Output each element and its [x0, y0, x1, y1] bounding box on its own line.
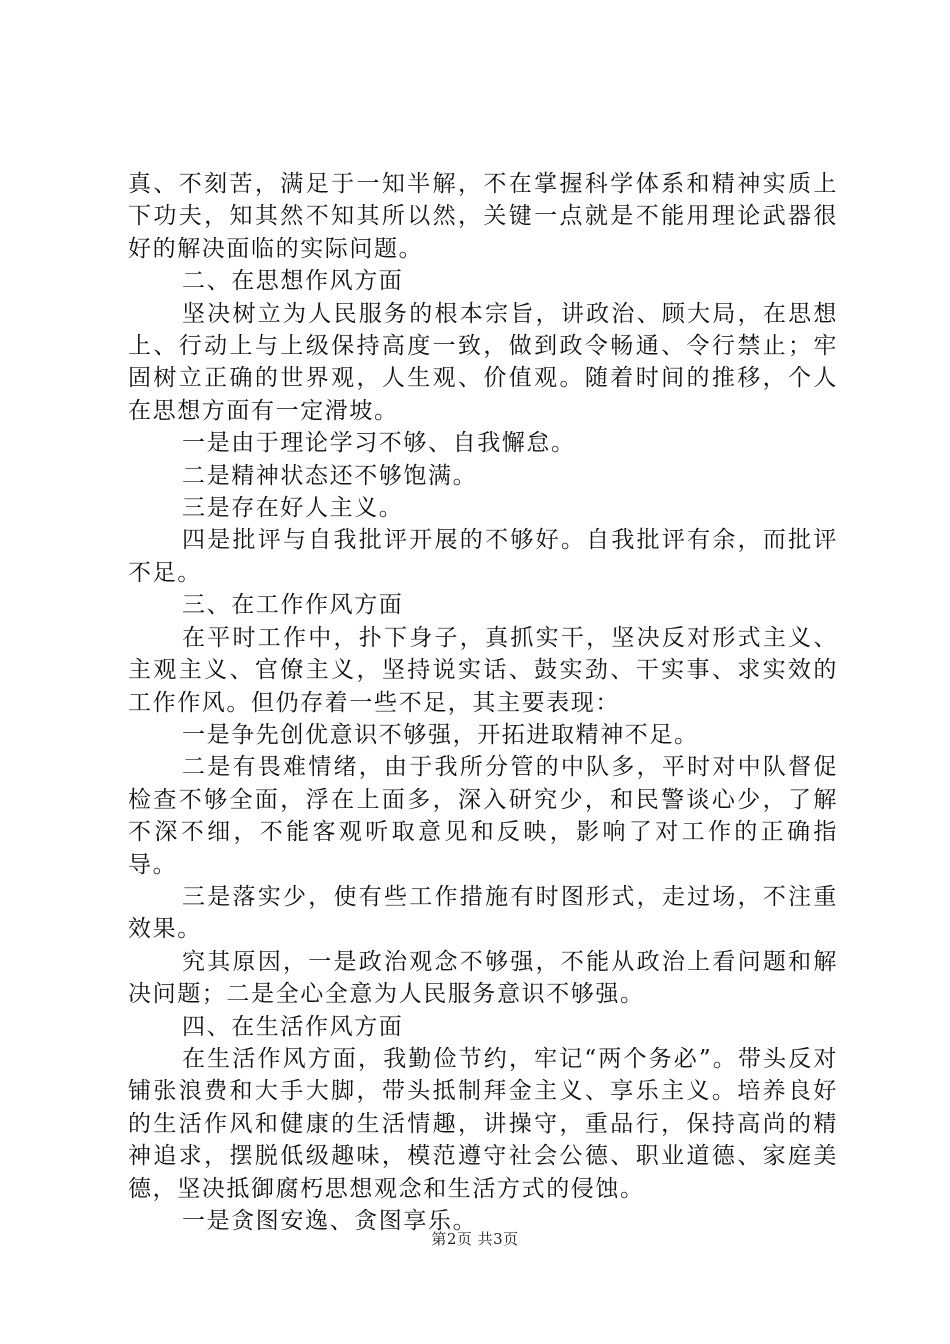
- list-item: 二是精神状态还不够饱满。: [182, 462, 478, 489]
- section-heading: 四、在生活作风方面: [182, 1013, 404, 1040]
- section-heading: 二、在思想作风方面: [182, 268, 404, 295]
- paragraph: 真、不刻苦，满足于一知半解，不在掌握科学体系和精神实质上下功夫，知其然不知其所以然，关键一点就是不能用理论武器很好的解决面临的实际问题。: [128, 171, 838, 262]
- paragraph: 在平时工作中，扑下身子，真抓实干，坚决反对形式主义、主观主义、官僚主义，坚持说实话、鼓实劲、干实事、求实效的工作作风。但仍存着一些不足，其主要表现：: [128, 624, 838, 716]
- list-item: 一是贪图安逸、贪图享乐。: [182, 1208, 478, 1234]
- paragraph: 坚决树立为人民服务的根本宗旨，讲政治、顾大局，在思想上、行动上与上级保持高度一致，做到政令畅通、令行禁止；牢固树立正确的世界观，人生观、价值观。随着时间的推移，个人在思想方面有一定滑坡。: [128, 300, 838, 424]
- list-item: 三是落实少，使有些工作措施有时图形式，走过场，不注重效果。: [128, 883, 838, 943]
- document-body: [128, 168, 838, 1237]
- list-item: 四是批评与自我批评开展的不够好。自我批评有余，而批评不足。: [128, 527, 838, 586]
- paragraph: 在生活作风方面，我勤俭节约，牢记“两个务必”。带头反对铺张浪费和大手大脚，带头抵制拜金主义、享乐主义。培养良好的生活作风和健康的生活情趣，讲操守，重品行，保持高尚的精神追求，摆脱低级趣味，模范遵守社会公德、职业道德、家庭美德，坚决抵御腐朽思想观念和生活方式的侵蚀。: [128, 1045, 838, 1202]
- list-item: 二是有畏难情绪，由于我所分管的中队多，平时对中队督促检查不够全面，浮在上面多，深入研究少，和民警谈心少，了解不深不细，不能客观听取意见和反映，影响了对工作的正确指导。: [128, 754, 838, 878]
- section-heading: 三、在工作作风方面: [182, 592, 404, 619]
- page-number-footer: 第2页 共3页: [431, 1230, 519, 1248]
- list-item: 三是存在好人主义。: [182, 495, 404, 522]
- list-item: 一是由于理论学习不够、自我懈怠。: [182, 430, 576, 457]
- paragraph: 究其原因，一是政治观念不够强，不能从政治上看问题和解决问题；二是全心全意为人民服务意识不够强。: [128, 948, 838, 1008]
- list-item: 一是争先创优意识不够强，开拓进取精神不足。: [182, 721, 699, 748]
